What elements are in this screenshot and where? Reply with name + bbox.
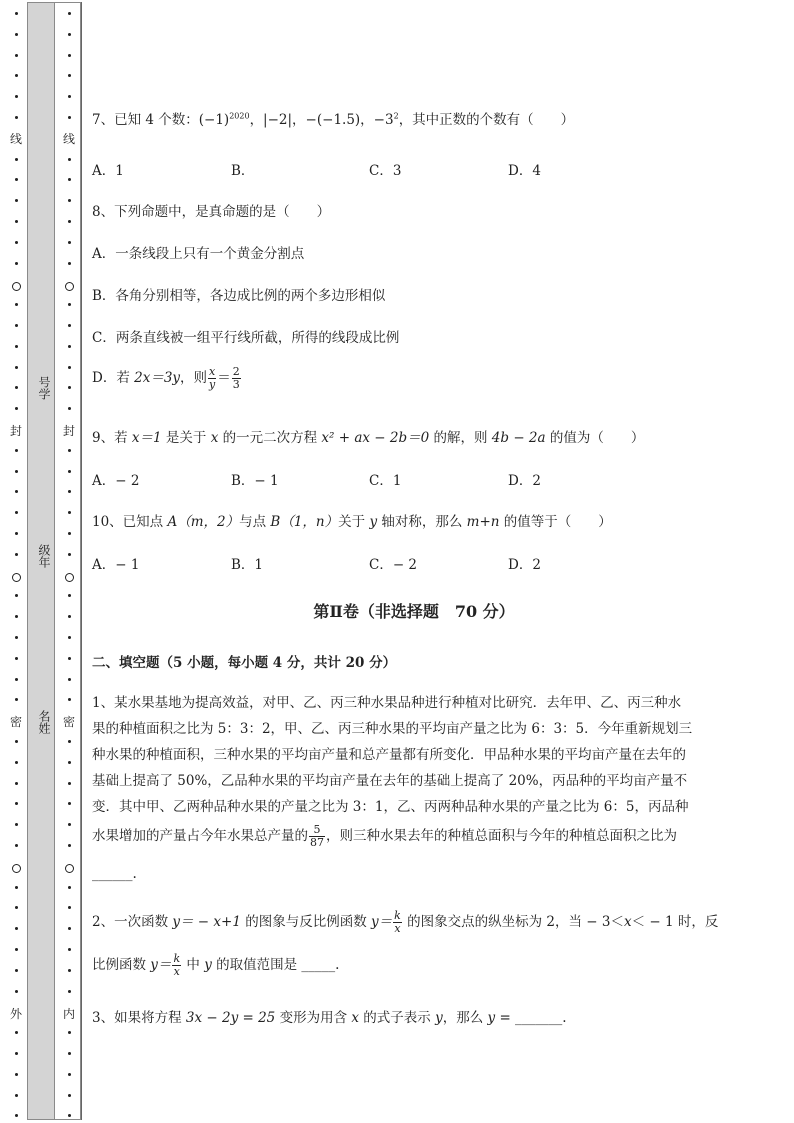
fill-1-line-6: 水果增加的产量占今年水果总产量的 $\frac{5}{87}$ ，则三种水果去年的种植总面积与今年的种植总面积之比为: [92, 823, 677, 849]
binding-dot: [15, 636, 18, 639]
outer-dotted-column: [0, 0, 30, 1123]
inner-line-char: 线: [62, 132, 75, 146]
fill-1-answer-blank: ______.: [92, 866, 137, 882]
binding-dot: [68, 366, 71, 369]
binding-dot: [15, 761, 18, 764]
inner-inside-char: 内: [62, 1007, 75, 1021]
binding-dot: [15, 844, 18, 847]
fraction-k-over-x: $\frac{k}{x}$: [394, 909, 401, 935]
fill-2-line-1: 2、一次函数 y＝ − x+1 的图象与反比例函数 y＝ $\frac{k}{x}$ 的图象交点的纵坐标为 2，当 − 3＜x＜ − 1 时，反: [92, 909, 719, 935]
binding-dot: [68, 33, 71, 36]
q10-option-c: C．− 2: [369, 557, 418, 573]
fraction-x-over-y: $\frac{x}{y}$: [209, 365, 216, 391]
binding-dot: [15, 615, 18, 618]
q10-option-a: A．− 1: [92, 557, 140, 573]
binding-dot: [68, 1052, 71, 1055]
binding-dot: [68, 698, 71, 701]
fill-1-line-5: 变．其中甲、乙两种品种水果的产量之比为 3：1，乙、丙两种品种水果的产量之比为 6：5，丙品种: [92, 799, 689, 815]
binding-dot: [15, 886, 18, 889]
binding-dot: [15, 158, 18, 161]
binding-dot: [15, 178, 18, 181]
binding-dot: [68, 823, 71, 826]
binding-dot: [68, 12, 71, 15]
binding-dot: [68, 886, 71, 889]
binding-dot: [15, 386, 18, 389]
binding-dot: [15, 54, 18, 57]
binding-dot: [15, 511, 18, 514]
binding-dot: [15, 470, 18, 473]
binding-dot: [68, 386, 71, 389]
binding-dot: [15, 823, 18, 826]
binding-dot: [15, 948, 18, 951]
binding-dot: [68, 761, 71, 764]
binding-dot: [15, 262, 18, 265]
binding-dot: [68, 95, 71, 98]
binding-dot: [15, 1094, 18, 1097]
binding-dot: [68, 178, 71, 181]
binding-dot: [68, 199, 71, 202]
fill-1-line-1: 1、某水果基地为提高效益，对甲、乙、丙三种水果品种进行种植对比研究．去年甲、乙、丙三种水: [92, 695, 682, 711]
binding-dot: [68, 532, 71, 535]
binding-dot: [15, 303, 18, 306]
binding-circle-icon: [65, 864, 74, 873]
binding-dot: [15, 782, 18, 785]
binding-circle-icon: [12, 573, 21, 582]
fill-1-line-2: 果的种植面积之比为 5：3：2，甲、乙、丙三种水果的平均亩产量之比为 6：3：5．今年重新规划三: [92, 721, 693, 737]
fraction-2-over-3: $\frac{2}{3}$: [232, 365, 240, 391]
binding-dot: [15, 95, 18, 98]
outer-line-char: 线: [9, 132, 22, 146]
binding-dot: [15, 969, 18, 972]
binding-dot: [15, 324, 18, 327]
binding-dot: [68, 969, 71, 972]
fill-3-line: 3、如果将方程 3x − 2y = 25 变形为用含 x 的式子表示 y，那么 y = _______.: [92, 1010, 567, 1026]
binding-dot: [68, 470, 71, 473]
binding-dot: [68, 54, 71, 57]
q8-option-d: D．若 2x＝3y，则 $\frac{x}{y}$ ＝ $\frac{2}{3}$: [92, 365, 240, 391]
fill-1-line-3: 种水果的种植面积，三种水果的平均亩产量和总产量都有所变化．甲品种水果的平均亩产量在去年的: [92, 747, 686, 763]
binding-dot: [68, 553, 71, 556]
q8-option-b: B．各角分别相等，各边成比例的两个多边形相似: [92, 288, 386, 304]
binding-dot: [15, 1031, 18, 1034]
binding-dot: [15, 74, 18, 77]
outer-seal-char: 封: [9, 424, 22, 438]
binding-dot: [68, 241, 71, 244]
binding-dot: [15, 657, 18, 660]
binding-dot: [68, 927, 71, 930]
q7-option-c: C．3: [369, 163, 402, 179]
q7-option-b: B．: [231, 163, 255, 179]
binding-dot: [15, 1114, 18, 1117]
binding-dot: [68, 324, 71, 327]
outer-secret-char: 密: [9, 715, 22, 729]
binding-dot: [68, 449, 71, 452]
binding-dot: [68, 615, 71, 618]
binding-circle-icon: [12, 282, 21, 291]
q9-option-b: B．− 1: [231, 473, 279, 489]
binding-dot: [68, 116, 71, 119]
binding-dot: [68, 74, 71, 77]
q10-option-b: B．1: [231, 557, 264, 573]
binding-circle-icon: [65, 573, 74, 582]
binding-dot: [68, 948, 71, 951]
q9-option-a: A．− 2: [92, 473, 140, 489]
question-10-stem: 10、已知点 A（m，2）与点 B（1，n）关于 y 轴对称，那么 m+n 的值等于（ ）: [92, 514, 612, 530]
binding-dot: [15, 116, 18, 119]
binding-dot: [68, 262, 71, 265]
binding-dot: [68, 802, 71, 805]
binding-dot: [15, 220, 18, 223]
binding-dot: [68, 594, 71, 597]
binding-dot: [68, 220, 71, 223]
binding-dot: [15, 927, 18, 930]
q8-option-c: C．两条直线被一组平行线所截，所得的线段成比例: [92, 330, 400, 346]
binding-dot: [68, 657, 71, 660]
binding-dot: [15, 490, 18, 493]
binding-dot: [68, 782, 71, 785]
binding-dot: [15, 241, 18, 244]
binding-dot: [15, 12, 18, 15]
outer-outside-char: 外: [9, 1007, 22, 1021]
q7-option-a: A．1: [92, 163, 124, 179]
fraction-k-over-x-2: $\frac{k}{x}$: [173, 952, 181, 978]
binding-dot: [68, 511, 71, 514]
binding-dot: [15, 345, 18, 348]
binding-dot: [15, 698, 18, 701]
student-number-label: 号学: [37, 376, 51, 400]
question-7-stem: 7、已知 4 个数：$(-1)^{2020}$，|−2|，−(−1.5)，$-3^2$，其中正数的个数有（ ）: [92, 111, 575, 128]
fill-2-line-2: 比例函数 y＝ $\frac{k}{x}$ 中 y 的取值范围是 _____.: [92, 952, 340, 978]
fraction-5-over-87: $\frac{5}{87}$: [310, 823, 324, 849]
binding-dot: [68, 844, 71, 847]
binding-dot: [68, 345, 71, 348]
binding-dot: [68, 1073, 71, 1076]
binding-dot: [68, 906, 71, 909]
binding-dot: [15, 740, 18, 743]
binding-dot: [68, 407, 71, 410]
binding-dot: [15, 594, 18, 597]
question-8-stem: 8、下列命题中，是真命题的是（ ）: [92, 204, 331, 220]
binding-dot: [68, 303, 71, 306]
binding-dot: [15, 802, 18, 805]
binding-dot: [68, 636, 71, 639]
binding-dot: [68, 678, 71, 681]
inner-dotted-column: [56, 0, 82, 1123]
binding-dot: [15, 199, 18, 202]
inner-seal-char: 封: [62, 424, 75, 438]
binding-dot: [68, 1114, 71, 1117]
class-label: 级年: [37, 544, 51, 568]
q9-option-d: D．2: [508, 473, 541, 489]
binding-dot: [15, 1073, 18, 1076]
binding-dot: [68, 1094, 71, 1097]
binding-dot: [15, 33, 18, 36]
q9-option-c: C．1: [369, 473, 402, 489]
fill-1-line-4: 基础上提高了 50%，乙品种水果的平均亩产量在去年的基础上提高了 20%，丙品种的平均亩产量不: [92, 773, 688, 789]
binding-dot: [68, 490, 71, 493]
binding-dot: [68, 158, 71, 161]
binding-dot: [15, 906, 18, 909]
q8-option-a: A．一条线段上只有一个黄金分割点: [92, 246, 305, 262]
inner-secret-char: 密: [62, 715, 75, 729]
q10-option-d: D．2: [508, 557, 541, 573]
binding-dot: [15, 407, 18, 410]
binding-dot: [15, 532, 18, 535]
binding-dot: [68, 1031, 71, 1034]
binding-dot: [15, 553, 18, 556]
binding-dot: [15, 1052, 18, 1055]
binding-dot: [15, 990, 18, 993]
binding-dot: [68, 740, 71, 743]
binding-circle-icon: [12, 864, 21, 873]
binding-dot: [15, 678, 18, 681]
section-fill-blank-heading: 二、填空题（5 小题，每小题 4 分，共计 20 分）: [92, 655, 397, 671]
q7-option-d: D．4: [508, 163, 541, 179]
binding-dot: [68, 990, 71, 993]
binding-circle-icon: [65, 282, 74, 291]
binding-dot: [15, 449, 18, 452]
question-9-stem: 9、若 x＝1 是关于 x 的一元二次方程 x² + ax − 2b＝0 的解，则 4b − 2a 的值为（ ）: [92, 430, 645, 446]
part-2-title: 第Ⅱ卷（非选择题 70 分）: [313, 602, 515, 621]
binding-dot: [15, 366, 18, 369]
name-label: 名姓: [37, 710, 51, 734]
